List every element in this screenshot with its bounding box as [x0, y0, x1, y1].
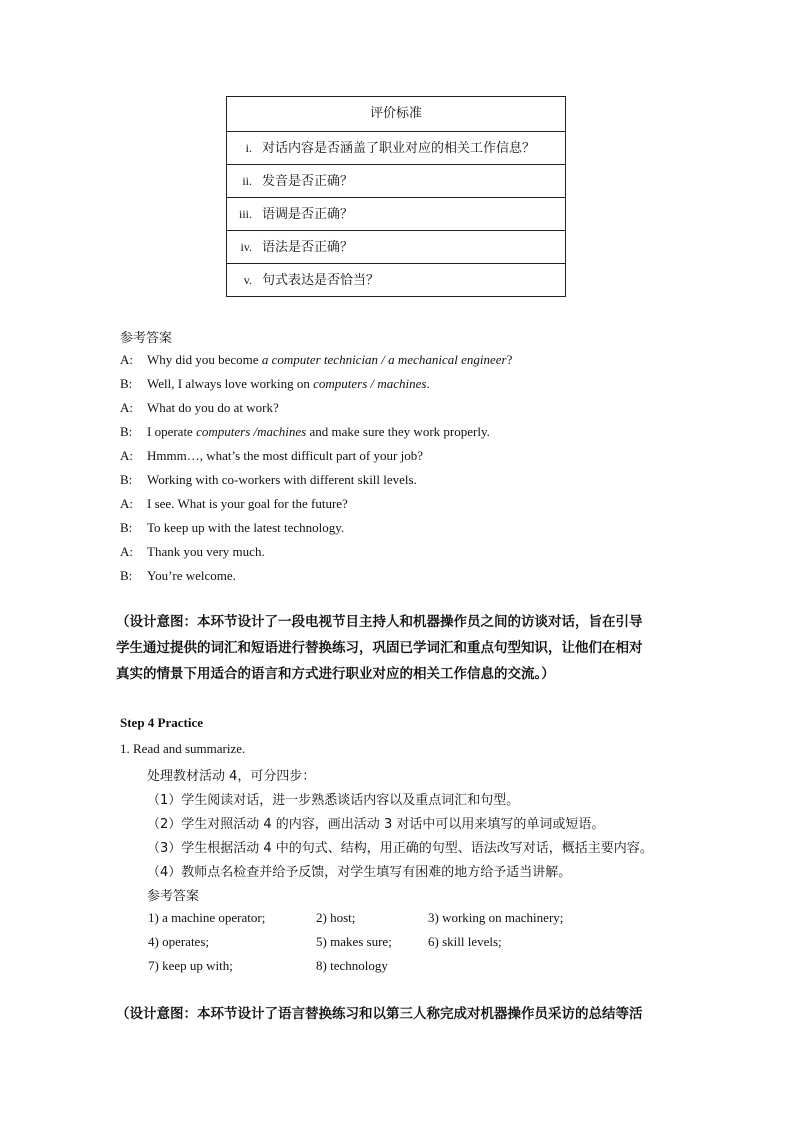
answer-item: 1) a machine operator; — [148, 910, 266, 925]
design-intent-line: 学生通过提供的词汇和短语进行替换练习，巩固已学词汇和重点句型知识，让他们在相对 — [116, 640, 643, 656]
criteria-text: 语调是否正确？ — [262, 207, 354, 222]
dialogue-text: To keep up with the latest technology. — [147, 520, 345, 535]
design-intent-line: 真实的情景下用适合的语言和方式进行职业对应的相关工作信息的交流。） — [116, 666, 555, 682]
activity-step: （1）学生阅读对话，进一步熟悉谈话内容以及重点词汇和句型。 — [147, 793, 520, 808]
answer-item: 2) host; — [316, 910, 356, 925]
dialogue-text: Well, I always love working on computers / machines. — [147, 376, 430, 391]
activity-intro: 处理教材活动 4，可分四步： — [147, 769, 316, 784]
answer-item: 3) working on machinery; — [428, 910, 564, 925]
dialogue-text: Thank you very much. — [147, 544, 265, 559]
activity-step: （4）教师点名检查并给予反馈，对学生填写有困难的地方给予适当讲解。 — [147, 865, 572, 880]
dialogue-text: Why did you become a computer technician / a mechanical engineer? — [147, 352, 513, 367]
speaker-label: B: — [120, 568, 133, 583]
substitution-text: computers / machines — [313, 376, 427, 391]
activity-item: 1. Read and summarize. — [120, 741, 246, 756]
speaker-label: A: — [120, 544, 133, 559]
criteria-row — [227, 230, 565, 263]
criteria-num: i. — [245, 141, 252, 155]
answer-heading: 参考答案 — [147, 889, 200, 904]
dialogue-text: Working with co-workers with different skill levels. — [147, 472, 417, 487]
answer-item: 8) technology — [316, 958, 388, 973]
criteria-text: 句式表达是否恰当？ — [262, 273, 380, 288]
dialogue-text: Hmmm…, what’s the most difficult part of your job? — [147, 448, 423, 463]
criteria-text: 语法是否正确？ — [262, 240, 354, 255]
criteria-num: iii. — [238, 207, 252, 221]
design-intent-paragraph — [116, 1001, 676, 1027]
criteria-num: v. — [243, 273, 252, 287]
dialogue-text: You’re welcome. — [147, 568, 236, 583]
answer-item: 6) skill levels; — [428, 934, 502, 949]
speaker-label: B: — [120, 520, 133, 535]
criteria-row — [227, 263, 565, 296]
criteria-table-header: 评价标准 — [369, 106, 422, 121]
criteria-text: 对话内容是否涵盖了职业对应的相关工作信息？ — [262, 141, 536, 156]
activity-step: （2）学生对照活动 4 的内容，画出活动 3 对话中可以用来填写的单词或短语。 — [147, 817, 605, 832]
speaker-label: A: — [120, 352, 133, 367]
activity-step: （3）学生根据活动 4 中的句式、结构，用正确的句型、语法改写对话，概括主要内容。 — [147, 841, 653, 856]
design-intent-line: （设计意图：本环节设计了一段电视节目主持人和机器操作员之间的访谈对话，旨在引导 — [116, 614, 643, 630]
criteria-row — [227, 131, 565, 164]
dialogue-text: I operate computers /machines and make sure they work properly. — [147, 424, 490, 439]
criteria-num: ii. — [242, 174, 252, 188]
criteria-row — [227, 197, 565, 230]
substitution-text: a computer technician / a mechanical engineer — [261, 352, 507, 367]
speaker-label: A: — [120, 496, 133, 511]
design-intent-line: （设计意图：本环节设计了语言替换练习和以第三人称完成对机器操作员采访的总结等活 — [116, 1006, 643, 1022]
reference-heading: 参考答案 — [120, 331, 173, 346]
criteria-row — [227, 164, 565, 197]
design-intent-paragraph — [116, 609, 676, 687]
answer-item: 5) makes sure; — [316, 934, 392, 949]
substitution-text: computers /machines — [196, 424, 307, 439]
answer-item: 7) keep up with; — [148, 958, 233, 973]
speaker-label: B: — [120, 376, 133, 391]
criteria-text: 发音是否正确？ — [262, 174, 354, 189]
dialogue-text: What do you do at work? — [147, 400, 279, 415]
speaker-label: B: — [120, 472, 133, 487]
criteria-table — [226, 96, 566, 297]
speaker-label: B: — [120, 424, 133, 439]
criteria-num: iv. — [240, 240, 252, 254]
dialogue-text: I see. What is your goal for the future? — [147, 496, 348, 511]
speaker-label: A: — [120, 448, 133, 463]
speaker-label: A: — [120, 400, 133, 415]
step-title: Step 4 Practice — [120, 715, 204, 730]
answer-item: 4) operates; — [148, 934, 210, 949]
